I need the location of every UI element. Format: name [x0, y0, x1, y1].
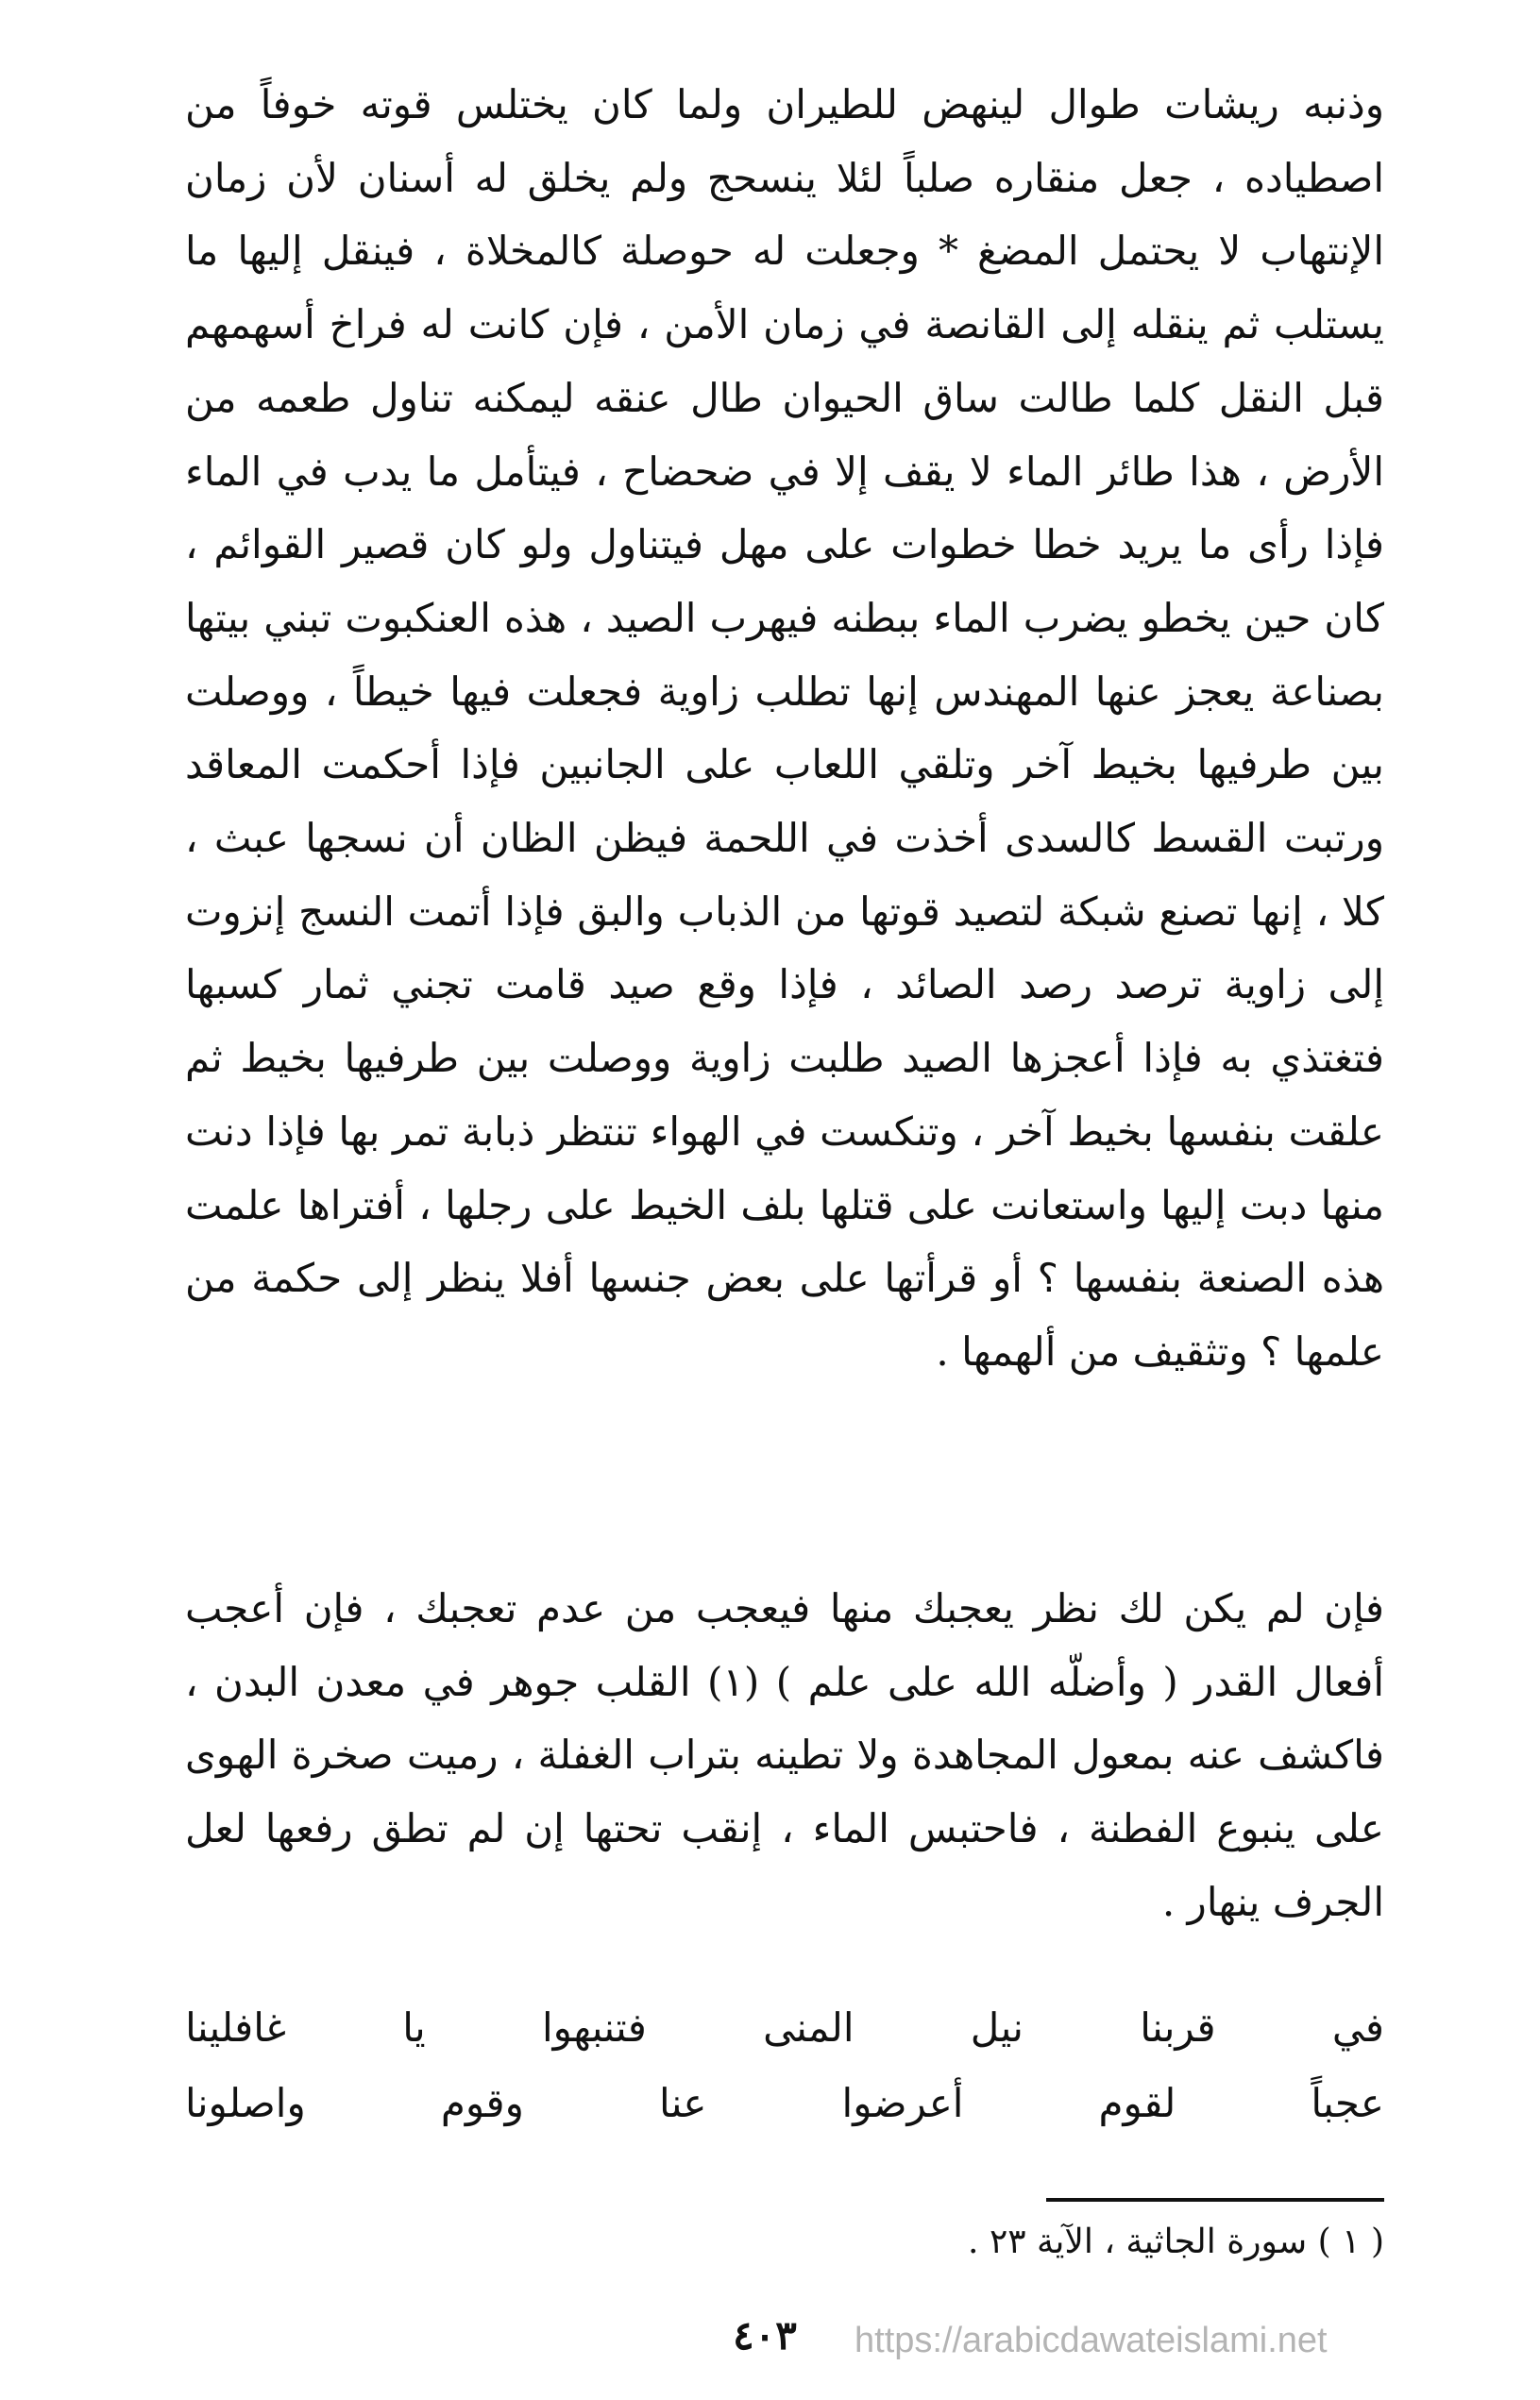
watermark-url: https://arabicdawateislami.net — [855, 2321, 1328, 2360]
body-paragraph: وذنبه ريشات طوال لينهض للطيران ولما كان يختلس قوته خوفاً من اصطياده ، جعل منقاره صلباً لئلا ينسحج ولم يخلق له أسنان لأن زمان الإنتهاب لا يحتمل المضغ * وجعلت له حوصلة كالمخلاة ، فينقل إليها ما يستلب ثم ينقله إلى القانصة في زمان الأمن ، فإن كانت له فراخ أسهمهم قبل النقل كلما طالت ساق الحيوان طال عنقه ليمكنه تناول طعمه من الأرض ، هذا طائر الماء لا يقف إلا في ضحضاح ، فيتأمل ما يدب في الماء فإذا رأى ما يريد خطا خطوات على مهل فيتناول ولو كان قصير القوائم ، كان حين يخطو يضرب الماء ببطنه فيهرب الصيد ، هذه العنكبوت تبني بيتها بصناعة يعجز عنها المهندس إنها تطلب زاوية فجعلت فيها خيطاً ، ووصلت بين طرفيها بخيط آخر وتلقي اللعاب على الجانبين فإذا أحكمت المعاقد ورتبت القسط كالسدى أخذت في اللحمة فيظن الظان أن نسجها عبث ، كلا ، إنها تصنع شبكة لتصيد قوتها من الذباب والبق فإذا أتمت النسج إنزوت إلى زاوية ترصد رصد الصائد ، فإذا وقع صيد قامت تجني ثمار كسبها فتغتذي به فإذا أعجزها الصيد طلبت زاوية ووصلت بين طرفيها بخيط ثم علقت بنفسها بخيط آخر ، وتنكست في الهواء تنتظر ذبابة تمر بها فإذا دنت منها دبت إليها واستعانت على قتلها بلف الخيط على رجلها ، أفتراها علمت هذه الصنعة بنفسها ؟ أو قرأتها على بعض جنسها أفلا ينظر إلى حكمة من علمها ؟ وتثقيف من ألهمها . — [185, 81, 1384, 1375]
verse-word: لقوم — [1098, 2080, 1176, 2126]
verse-line — [185, 2066, 1384, 2141]
verse-word: وقوم — [440, 2080, 524, 2126]
verse-word: عجباً — [1311, 2080, 1384, 2126]
body-paragraph: فإن لم يكن لك نظر يعجبك منها فيعجب من عدم تعجبك ، فإن أعجب أفعال القدر ( وأضلّه الله على علم ) (١) القلب جوهر في معدن البدن ، فاكشف عنه بمعول المجاهدة ولا تطينه بتراب الغفلة ، رميت صخرة الهوى على ينبوع الفطنة ، فاحتبس الماء ، إنقب تحتها إن لم تطق رفعها لعل الجرف ينهار . — [185, 1585, 1384, 1925]
verse-word: يا — [402, 2004, 426, 2051]
verse-word: واصلونا — [185, 2080, 306, 2126]
verse-word: فتنبهوا — [541, 2004, 647, 2051]
verse-word: أعرضوا — [841, 2080, 964, 2126]
page-number: ٤٠٣ — [733, 2312, 797, 2358]
footnote: ( ١ ) سورة الجاثية ، الآية ٢٣ . — [968, 2223, 1384, 2261]
verse-word: نيل — [970, 2004, 1024, 2051]
verse-line — [185, 1990, 1384, 2066]
verse-word: المنى — [763, 2004, 855, 2051]
verse-word: في — [1331, 2004, 1384, 2051]
verse-word: عنا — [658, 2080, 707, 2126]
footnote-divider — [1046, 2198, 1384, 2202]
verse-word: غافلينا — [185, 2004, 286, 2051]
verse-word: قربنا — [1140, 2004, 1216, 2051]
